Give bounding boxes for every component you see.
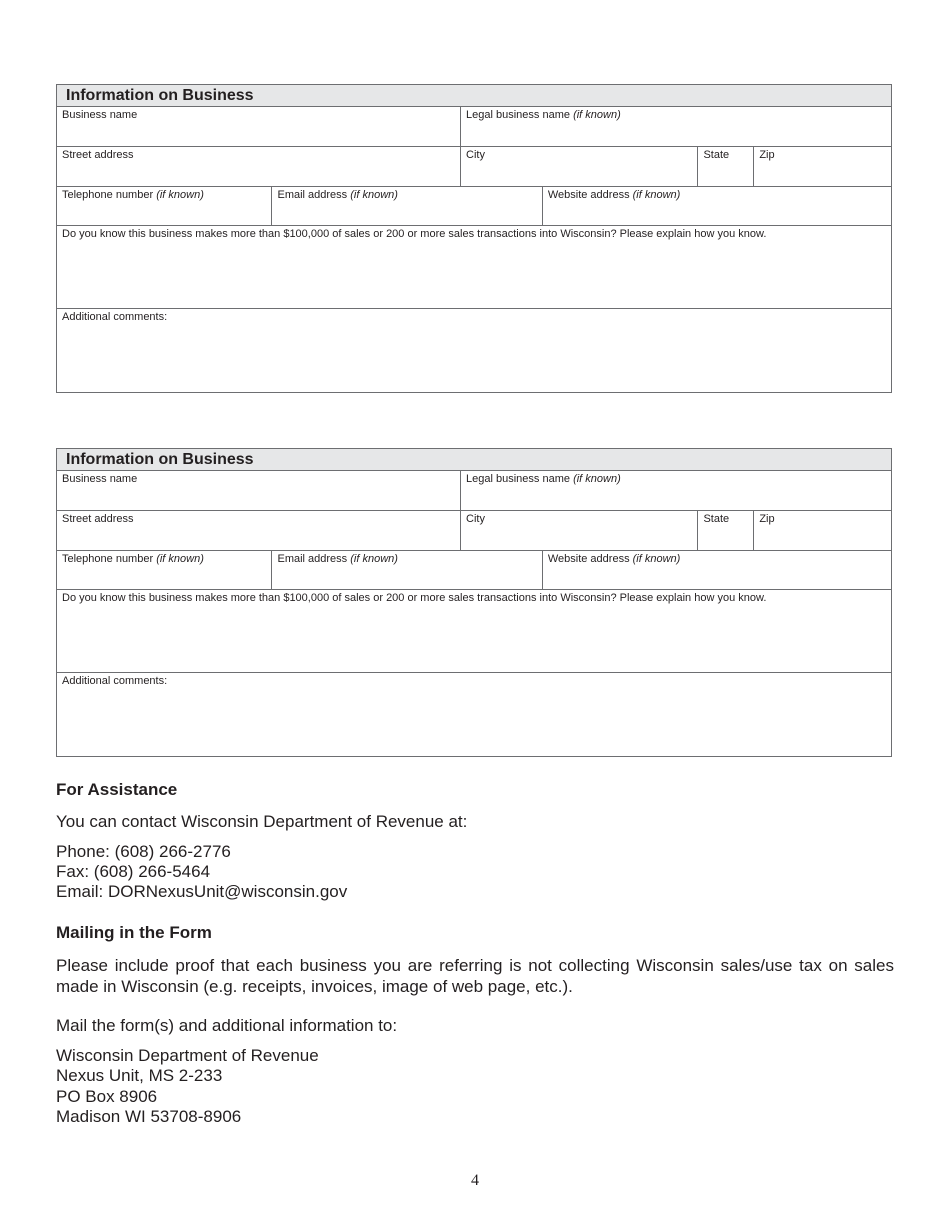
website-field[interactable]: Website address (if known): [542, 551, 891, 589]
email-field[interactable]: Email address (if known): [271, 187, 541, 225]
state-field[interactable]: State: [697, 511, 753, 550]
additional-comments-field[interactable]: Additional comments:: [62, 675, 168, 687]
form-title: Information on Business: [57, 85, 891, 107]
address-line: PO Box 8906: [56, 1087, 158, 1106]
city-field[interactable]: City: [460, 511, 697, 550]
assistance-intro: You can contact Wisconsin Department of Revenue at:: [56, 812, 468, 831]
mailing-heading: Mailing in the Form: [56, 923, 212, 942]
email-field[interactable]: Email address (if known): [271, 551, 541, 589]
address-line: Nexus Unit, MS 2-233: [56, 1066, 223, 1085]
form-title: Information on Business: [57, 449, 891, 471]
state-field[interactable]: State: [697, 147, 753, 186]
legal-business-name-field[interactable]: Legal business name (if known): [460, 471, 891, 510]
website-field[interactable]: Website address (if known): [542, 187, 891, 225]
telephone-field[interactable]: Telephone number (if known): [62, 553, 204, 565]
contact-phone: Phone: (608) 266-2776: [56, 842, 231, 861]
assistance-heading: For Assistance: [56, 780, 178, 799]
legal-business-name-field[interactable]: Legal business name (if known): [460, 107, 891, 146]
contact-fax: Fax: (608) 266-5464: [56, 862, 211, 881]
page-number: 4: [471, 1172, 479, 1189]
additional-comments-field[interactable]: Additional comments:: [62, 311, 168, 323]
address-line: Madison WI 53708-8906: [56, 1107, 242, 1126]
business-name-field[interactable]: Business name: [62, 473, 138, 485]
sales-threshold-explanation-field[interactable]: Do you know this business makes more than $100,000 of sales or 200 or more sales transactions into Wisconsin? Please explain how you know.: [62, 592, 767, 604]
mail-to-line: Mail the form(s) and additional information to:: [56, 1016, 398, 1035]
sales-threshold-explanation-field[interactable]: Do you know this business makes more than $100,000 of sales or 200 or more sales transactions into Wisconsin? Please explain how you know.: [62, 228, 767, 240]
contact-email: Email: DORNexusUnit@wisconsin.gov: [56, 882, 348, 901]
street-address-field[interactable]: Street address: [62, 513, 134, 525]
city-field[interactable]: City: [460, 147, 697, 186]
business-info-form-2: [56, 448, 892, 757]
address-line: Wisconsin Department of Revenue: [56, 1046, 319, 1065]
zip-field[interactable]: Zip: [753, 511, 891, 550]
street-address-field[interactable]: Street address: [62, 149, 134, 161]
business-info-form-1: [56, 84, 892, 393]
telephone-field[interactable]: Telephone number (if known): [62, 189, 204, 201]
business-name-field[interactable]: Business name: [62, 109, 138, 121]
zip-field[interactable]: Zip: [753, 147, 891, 186]
proof-instructions: Please include proof that each business you are referring is not collecting Wisconsin sales/use tax on sales made in Wisconsin (e.g. receipts, invoices, image of web page, etc.).: [56, 956, 894, 996]
